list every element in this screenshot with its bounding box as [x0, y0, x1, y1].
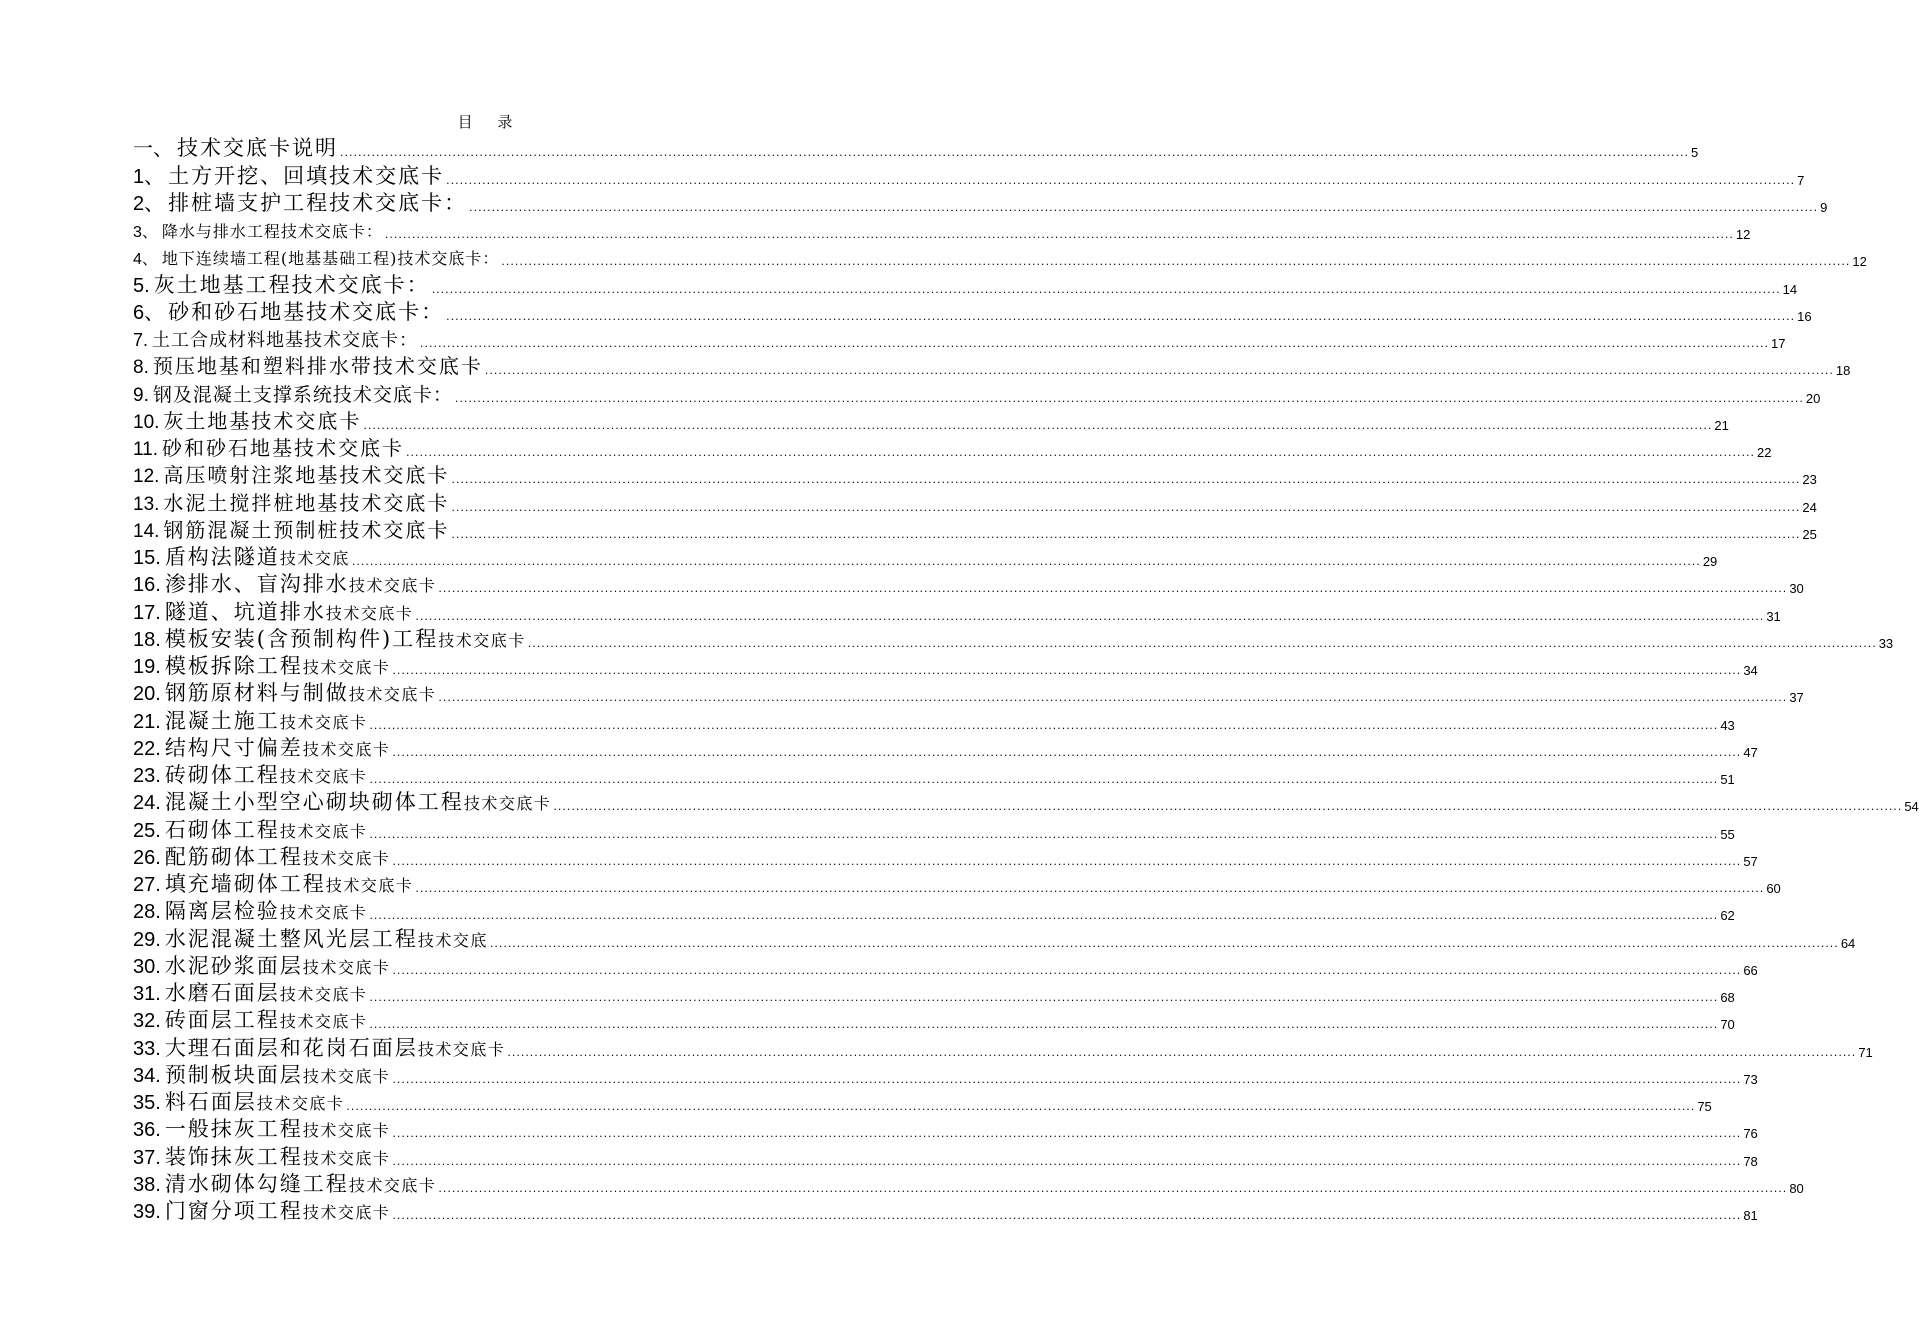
toc-leader-dots: ............................................................................................................................................................................................................................................................................................................: [507, 1045, 1857, 1059]
toc-leader-dots: ............................................................................................................................................................................................................................................................................................................: [446, 309, 1796, 323]
toc-entry-title: 石砌体工程: [164, 817, 280, 842]
toc-page-number: 71: [1858, 1044, 1873, 1060]
toc-entry-label: [133, 547, 350, 568]
toc-entry-label: [133, 190, 468, 215]
toc-entry-number: 31.: [133, 983, 161, 1005]
toc-leader-dots: ............................................................................................................................................................................................................................................................................................................: [451, 527, 1801, 541]
toc-entry-number: 6、: [133, 301, 165, 324]
toc-entry[interactable]: [133, 1031, 1873, 1060]
toc-page-number: 64: [1840, 935, 1856, 951]
toc-entry-title: 水泥土搅拌桩地基技术交底卡: [163, 490, 450, 515]
toc-entry-suffix: 技术交底卡: [302, 1148, 391, 1168]
toc-entry-title: 钢筋混凝土预制桩技术交底卡: [163, 517, 450, 542]
toc-page-number: 18: [1835, 363, 1851, 379]
toc-entry-title: 钢筋原材料与制做: [164, 681, 349, 706]
toc-entry-label: [133, 1010, 367, 1031]
toc-page-number: 76: [1743, 1126, 1758, 1142]
toc-entry[interactable]: [133, 895, 1735, 924]
toc-entry-title: 混凝土施工: [164, 708, 280, 733]
toc-page-number: 54: [1904, 799, 1919, 815]
toc-entry-label: [133, 356, 483, 377]
toc-page-number: 70: [1720, 1017, 1735, 1033]
toc-entry[interactable]: [133, 677, 1804, 706]
toc-entry[interactable]: [133, 486, 1817, 515]
toc-entry-number: 38.: [133, 1173, 161, 1196]
toc-entry-number: 12.: [133, 466, 160, 488]
toc-entry-number: 2、: [133, 192, 165, 215]
toc-entry[interactable]: [133, 514, 1817, 542]
toc-entry[interactable]: [133, 296, 1812, 324]
toc-entry-label: [133, 735, 391, 760]
toc-page-number: 60: [1766, 881, 1781, 896]
toc-leader-dots: ............................................................................................................................................................................................................................................................................................................: [392, 1209, 1742, 1222]
toc-page-number: 37: [1789, 690, 1804, 706]
toc-entry[interactable]: [133, 323, 1786, 351]
toc-entry[interactable]: [133, 159, 1805, 188]
toc-leader-dots: ............................................................................................................................................................................................................................................................................................................: [369, 991, 1719, 1004]
toc-entry-number: 39.: [133, 1201, 161, 1223]
toc-leader-dots: ............................................................................................................................................................................................................................................................................................................: [451, 473, 1801, 487]
toc-entry-label: [133, 983, 367, 1004]
toc-leader-dots: ............................................................................................................................................................................................................................................................................................................: [346, 1100, 1696, 1113]
toc-leader-dots: ............................................................................................................................................................................................................................................................................................................: [438, 1181, 1788, 1195]
toc-title: 目 录: [457, 113, 523, 131]
toc-leader-dots: ............................................................................................................................................................................................................................................................................................................: [363, 418, 1713, 432]
toc-entry[interactable]: [133, 841, 1758, 869]
toc-entry-number: 34.: [133, 1064, 161, 1087]
toc-entry-label: [133, 656, 390, 677]
toc-entry-number: 19.: [133, 656, 161, 678]
toc-entry-number: 20.: [133, 683, 161, 706]
toc-page-number: 55: [1720, 826, 1735, 842]
toc-entry-label: [133, 517, 450, 542]
toc-entry-title: 预压地基和塑料排水带技术交底卡: [152, 354, 483, 379]
toc-page-number: 22: [1757, 445, 1772, 460]
toc-entry-suffix: 技术交底卡: [302, 1066, 391, 1086]
toc-leader-dots: ............................................................................................................................................................................................................................................................................................................: [369, 718, 1719, 732]
toc-entry-title: 地下连续墙工程(地基基础工程)技术交底卡：: [161, 249, 500, 269]
toc-entry-number: 32.: [133, 1010, 161, 1033]
toc-entry-label: [133, 926, 488, 951]
toc-entry-label: [133, 163, 445, 188]
toc-entry[interactable]: [133, 1168, 1804, 1196]
toc-entry[interactable]: [133, 459, 1817, 488]
toc-entry-title: 土工合成材料地基技术交底卡：: [152, 330, 419, 351]
toc-leader-dots: ............................................................................................................................................................................................................................................................................................................: [484, 364, 1834, 378]
toc-leader-dots: ............................................................................................................................................................................................................................................................................................................: [369, 773, 1719, 786]
toc-entry-suffix: 技术交底卡: [417, 1039, 506, 1059]
toc-entry-label: [133, 626, 526, 651]
toc-leader-dots: ............................................................................................................................................................................................................................................................................................................: [369, 827, 1719, 841]
toc-entry-number: 5.: [133, 274, 150, 297]
toc-entry-title: 灰土地基工程技术交底卡：: [153, 272, 430, 297]
toc-entry-suffix: 技术交底卡: [348, 685, 437, 705]
toc-entry-suffix: 技术交底卡: [302, 1121, 391, 1141]
toc-page-number: 66: [1743, 962, 1758, 978]
toc-entry-label: [133, 1171, 437, 1196]
toc-entry[interactable]: [133, 868, 1781, 896]
toc-entry[interactable]: [133, 132, 1699, 161]
toc-entry-title: 水泥混凝土整风光层工程: [164, 926, 418, 951]
toc-entry-number: 8.: [133, 357, 149, 379]
toc-entry-number: 4、: [133, 251, 158, 269]
toc-leader-dots: ............................................................................................................................................................................................................................................................................................................: [553, 800, 1903, 814]
toc-entry[interactable]: [133, 1113, 1758, 1142]
toc-leader-dots: ............................................................................................................................................................................................................................................................................................................: [392, 963, 1742, 977]
toc-entry-number: 10.: [133, 411, 160, 433]
table-of-contents: [133, 132, 1919, 1223]
toc-entry-label: [133, 817, 368, 842]
toc-entry-label: [133, 765, 367, 786]
toc-entry-number: 1、: [133, 165, 165, 188]
toc-entry[interactable]: [133, 1004, 1735, 1033]
toc-entry-label: [133, 844, 391, 869]
toc-entry-title: 盾构法隧道: [164, 545, 280, 569]
toc-entry-label: [133, 1144, 391, 1169]
toc-entry-title: 隔离层检验: [164, 899, 280, 924]
toc-entry-number: 30.: [133, 955, 161, 978]
toc-leader-dots: ............................................................................................................................................................................................................................................................................................................: [406, 446, 1755, 459]
toc-entry-label: [133, 1201, 390, 1222]
toc-leader-dots: ............................................................................................................................................................................................................................................................................................................: [438, 582, 1788, 596]
toc-entry-number: 24.: [133, 792, 161, 815]
toc-leader-dots: ............................................................................................................................................................................................................................................................................................................: [415, 609, 1765, 623]
toc-entry-number: 25.: [133, 819, 161, 842]
toc-entry-title: 配筋砌体工程: [164, 844, 303, 869]
toc-leader-dots: ............................................................................................................................................................................................................................................................................................................: [369, 909, 1719, 923]
toc-entry[interactable]: [133, 541, 1718, 569]
toc-entry-number: 11.: [133, 439, 159, 460]
toc-entry-title: 大理石面层和花岗石面层: [164, 1035, 418, 1060]
toc-entry-number: 14.: [133, 520, 160, 542]
toc-leader-dots: ............................................................................................................................................................................................................................................................................................................: [392, 1154, 1742, 1168]
toc-leader-dots: ............................................................................................................................................................................................................................................................................................................: [340, 146, 1689, 160]
toc-entry-title: 钢及混凝土支撑系统技术交底卡：: [152, 383, 453, 406]
toc-leader-dots: ............................................................................................................................................................................................................................................................................................................: [392, 1072, 1742, 1086]
toc-entry[interactable]: [133, 241, 1867, 270]
toc-page-number: 12: [1735, 227, 1751, 242]
toc-entry-title: 排桩墙支护工程技术交底卡：: [168, 190, 468, 215]
toc-entry-title: 砖面层工程: [164, 1008, 280, 1033]
toc-leader-dots: ............................................................................................................................................................................................................................................................................................................: [384, 228, 1734, 241]
toc-entry-title: 降水与排水工程技术交底卡：: [161, 222, 383, 241]
toc-entry-title: 料石面层: [164, 1090, 257, 1114]
toc-entry-label: [133, 299, 445, 324]
toc-entry[interactable]: [133, 1086, 1712, 1114]
toc-leader-dots: ............................................................................................................................................................................................................................................................................................................: [489, 936, 1839, 950]
toc-entry-suffix: 技术交底卡: [463, 794, 552, 814]
toc-entry-suffix: 技术交底: [417, 930, 488, 950]
toc-entry[interactable]: [133, 950, 1758, 978]
toc-entry-suffix: 技术交底卡: [325, 603, 414, 623]
toc-entry[interactable]: [133, 977, 1735, 1005]
toc-entry-suffix: 技术交底卡: [279, 821, 368, 841]
toc-entry-label: [133, 1119, 390, 1140]
toc-entry-suffix: 技术交底: [279, 549, 350, 568]
toc-page-number: 7: [1797, 172, 1805, 188]
toc-entry-suffix: 技术交底卡: [302, 739, 391, 759]
toc-leader-dots: ............................................................................................................................................................................................................................................................................................................: [392, 1127, 1742, 1141]
toc-entry-label: [133, 599, 414, 624]
toc-entry-label: [133, 1062, 391, 1087]
toc-entry-number: 18.: [133, 628, 161, 651]
toc-leader-dots: ............................................................................................................................................................................................................................................................................................................: [527, 636, 1877, 650]
toc-entry-title: 灰土地基技术交底卡: [163, 408, 362, 433]
toc-entry[interactable]: [133, 759, 1735, 787]
toc-entry-title: 模板拆除工程: [164, 654, 303, 678]
toc-entry-label: [133, 438, 404, 459]
toc-entry-number: 16.: [133, 574, 161, 597]
toc-entry-title: 隧道、坑道排水: [164, 599, 326, 624]
toc-entry-number: 22.: [133, 737, 161, 760]
toc-entry-title: 填充墙砌体工程: [164, 872, 326, 896]
toc-page-number: 9: [1820, 199, 1828, 215]
toc-entry-label: [133, 224, 383, 241]
toc-entry-title: 砂和砂石地基技术交底卡: [162, 436, 405, 460]
toc-entry-number: 36.: [133, 1119, 161, 1142]
toc-entry-suffix: 技术交底卡: [325, 876, 414, 895]
toc-leader-dots: ............................................................................................................................................................................................................................................................................................................: [392, 745, 1742, 759]
toc-page-number: 68: [1720, 990, 1735, 1005]
toc-leader-dots: ............................................................................................................................................................................................................................................................................................................: [392, 664, 1742, 677]
toc-entry-label: [133, 874, 413, 895]
toc-entry-label: [133, 465, 449, 486]
toc-page-number: 33: [1878, 635, 1894, 651]
toc-entry-number: 23.: [133, 765, 161, 787]
toc-page-number: 20: [1805, 390, 1821, 406]
toc-page-number: 75: [1697, 1099, 1712, 1114]
toc-page-number: 23: [1802, 472, 1817, 488]
toc-entry-suffix: 技术交底卡: [302, 1203, 391, 1222]
toc-entry-number: 33.: [133, 1037, 161, 1060]
toc-entry-label: [133, 1092, 344, 1113]
toc-entry[interactable]: [133, 623, 1894, 651]
toc-entry-label: [133, 490, 450, 515]
toc-page-number: 16: [1797, 308, 1812, 324]
toc-entry-suffix: 技术交底卡: [348, 1175, 437, 1195]
toc-leader-dots: ............................................................................................................................................................................................................................................................................................................: [431, 282, 1781, 296]
toc-entry[interactable]: [133, 405, 1729, 433]
toc-leader-dots: ............................................................................................................................................................................................................................................................................................................: [501, 255, 1851, 269]
toc-entry-suffix: 技术交底卡: [348, 576, 437, 596]
toc-entry-suffix: 技术交底卡: [279, 1012, 368, 1032]
toc-entry-number: 一、: [133, 138, 173, 161]
toc-entry[interactable]: [133, 432, 1772, 460]
toc-entry-label: [133, 683, 436, 704]
toc-page-number: 43: [1720, 717, 1735, 733]
toc-entry-number: 29.: [133, 928, 161, 951]
toc-leader-dots: ............................................................................................................................................................................................................................................................................................................: [469, 200, 1819, 214]
toc-entry-title: 水磨石面层: [164, 981, 280, 1005]
toc-entry[interactable]: [133, 650, 1758, 678]
toc-page-number: 73: [1743, 1071, 1758, 1087]
toc-page-number: 12: [1852, 254, 1867, 270]
toc-entry-title: 土方开挖、回填技术交底卡: [168, 163, 445, 188]
toc-entry-number: 27.: [133, 874, 161, 896]
toc-entry[interactable]: [133, 786, 1919, 815]
toc-entry-label: [133, 792, 551, 813]
toc-entry[interactable]: [133, 1059, 1758, 1087]
toc-entry[interactable]: [133, 350, 1851, 379]
toc-entry-suffix: 技术交底卡: [302, 658, 391, 677]
toc-entry-title: 水泥砂浆面层: [164, 953, 303, 978]
toc-entry-label: [133, 574, 436, 595]
toc-entry-title: 一般抹灰工程: [164, 1117, 303, 1142]
toc-entry-suffix: 技术交底卡: [279, 985, 368, 1004]
toc-entry-label: [133, 901, 367, 922]
toc-leader-dots: ............................................................................................................................................................................................................................................................................................................: [369, 1018, 1719, 1032]
toc-page-number: 62: [1720, 908, 1735, 924]
toc-entry-label: [133, 708, 368, 733]
toc-entry-label: [133, 408, 362, 433]
toc-page-number: 30: [1789, 581, 1804, 597]
toc-entry-number: 3、: [133, 224, 158, 241]
toc-leader-dots: ............................................................................................................................................................................................................................................................................................................: [420, 337, 1769, 350]
toc-page-number: 14: [1782, 281, 1798, 297]
toc-entry-number: 9.: [133, 384, 149, 406]
toc-page-number: 5: [1690, 145, 1699, 161]
toc-entry-label: [133, 1035, 506, 1060]
toc-entry[interactable]: [133, 377, 1821, 406]
toc-page-number: 47: [1743, 744, 1758, 760]
toc-entry-title: 渗排水、盲沟排水: [164, 572, 349, 597]
toc-entry-suffix: 技术交底卡: [302, 957, 391, 977]
toc-page-number: 34: [1743, 663, 1758, 678]
toc-entry-title: 混凝土小型空心砌块砌体工程: [164, 790, 464, 815]
toc-entry[interactable]: [133, 922, 1856, 951]
toc-entry-title: 模板安装(含预制构件)工程: [164, 626, 439, 651]
toc-entry-label: [133, 383, 453, 406]
toc-entry-title: 清水砌体勾缝工程: [164, 1171, 349, 1196]
toc-page-number: 31: [1766, 608, 1781, 624]
toc-entry[interactable]: [133, 568, 1804, 597]
toc-leader-dots: ............................................................................................................................................................................................................................................................................................................: [451, 500, 1801, 514]
toc-entry-label: [133, 331, 418, 350]
toc-entry-number: 21.: [133, 710, 161, 733]
toc-entry[interactable]: [133, 187, 1828, 215]
toc-entry-label: [133, 138, 338, 159]
toc-entry-label: [133, 251, 499, 268]
toc-entry-title: 装饰抹灰工程: [164, 1144, 303, 1169]
toc-entry-title: 高压喷射注浆地基技术交底卡: [163, 463, 450, 488]
toc-entry-suffix: 技术交底卡: [279, 767, 368, 786]
toc-entry-number: 26.: [133, 846, 161, 869]
toc-entry-number: 15.: [133, 547, 161, 569]
toc-entry-number: 28.: [133, 901, 161, 924]
toc-page-number: 21: [1714, 417, 1729, 433]
toc-entry-title: 技术交底卡说明: [177, 136, 338, 161]
toc-leader-dots: ............................................................................................................................................................................................................................................................................................................: [438, 691, 1788, 705]
toc-entry[interactable]: [133, 214, 1751, 242]
toc-entry-title: 砂和砂石地基技术交底卡：: [168, 299, 445, 324]
toc-entry-number: 37.: [133, 1146, 161, 1169]
toc-leader-dots: ............................................................................................................................................................................................................................................................................................................: [392, 854, 1742, 868]
toc-leader-dots: ............................................................................................................................................................................................................................................................................................................: [454, 391, 1804, 405]
toc-page-number: 24: [1802, 499, 1817, 515]
toc-entry[interactable]: [133, 1195, 1758, 1223]
toc-entry-title: 门窗分项工程: [164, 1199, 303, 1223]
toc-page-number: 51: [1720, 772, 1735, 787]
toc-page-number: 25: [1802, 526, 1817, 542]
toc-page-number: 78: [1743, 1153, 1758, 1169]
toc-entry-suffix: 技术交底卡: [279, 903, 368, 923]
toc-entry-suffix: 技术交底卡: [438, 630, 526, 650]
toc-leader-dots: ............................................................................................................................................................................................................................................................................................................: [446, 173, 1796, 187]
toc-entry-title: 结构尺寸偏差: [164, 735, 303, 760]
toc-entry[interactable]: [133, 268, 1798, 297]
toc-entry[interactable]: [133, 704, 1735, 733]
toc-leader-dots: ............................................................................................................................................................................................................................................................................................................: [351, 555, 1701, 568]
toc-entry-title: 砖砌体工程: [164, 763, 280, 787]
toc-entry-title: 预制板块面层: [164, 1062, 303, 1087]
toc-leader-dots: ............................................................................................................................................................................................................................................................................................................: [415, 882, 1765, 895]
toc-entry-suffix: 技术交底卡: [256, 1094, 345, 1113]
toc-entry-suffix: 技术交底卡: [302, 848, 391, 868]
toc-page-number: 29: [1702, 554, 1718, 569]
toc-entry[interactable]: [133, 1140, 1758, 1169]
toc-page-number: 57: [1743, 853, 1758, 869]
toc-entry-label: [133, 953, 391, 978]
toc-page-number: 17: [1771, 336, 1786, 351]
toc-entry[interactable]: [133, 595, 1781, 624]
toc-entry-number: 7.: [133, 330, 149, 350]
toc-entry-number: 17.: [133, 601, 161, 624]
toc-entry-number: 35.: [133, 1092, 161, 1114]
toc-entry[interactable]: [133, 813, 1735, 842]
toc-entry[interactable]: [133, 732, 1758, 760]
toc-entry-label: [133, 272, 430, 297]
toc-page-number: 81: [1743, 1208, 1758, 1223]
toc-entry-suffix: 技术交底卡: [279, 712, 368, 732]
toc-page-number: 80: [1789, 1180, 1804, 1196]
toc-entry-number: 13.: [133, 493, 160, 515]
